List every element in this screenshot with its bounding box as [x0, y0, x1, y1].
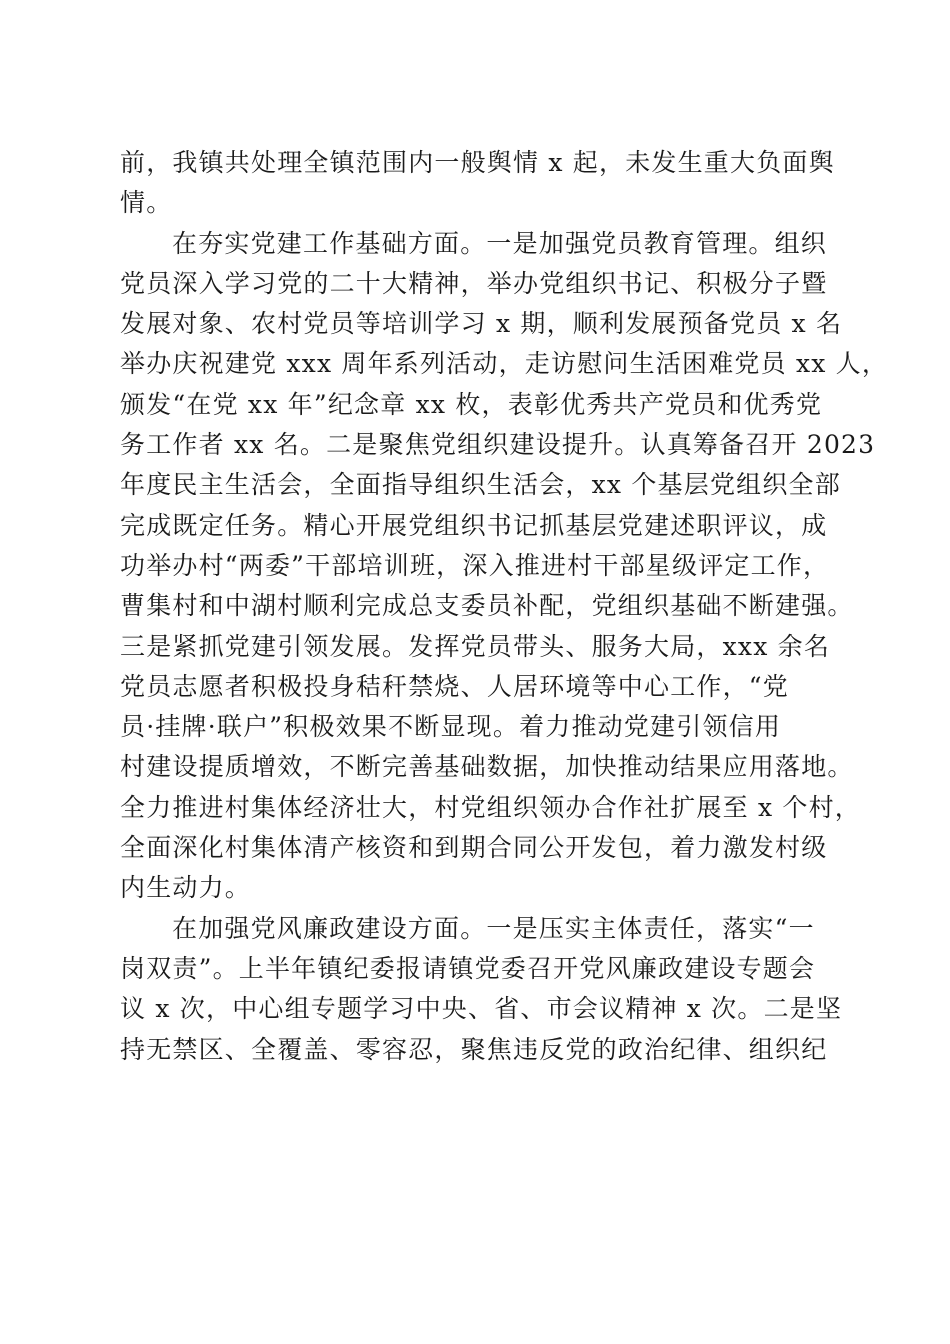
- text-line: 曹集村和中湖村顺利完成总支委员补配，党组织基础不断建强。: [120, 591, 854, 621]
- text-line: 前，我镇共处理全镇范围内一般舆情 x 起，未发生重大负面舆: [120, 148, 835, 177]
- text-line: 颁发“在党 xx 年”纪念章 xx 枚，表彰优秀共产党员和优秀党: [120, 389, 823, 419]
- text-line: 务工作者 xx 名。二是聚焦党组织建设提升。认真筹备召开 2023: [120, 430, 876, 460]
- text-line: 员·挂牌·联户”积极效果不断显现。着力推动党建引领信用: [120, 712, 782, 742]
- text-line: 全力推进村集体经济壮大，村党组织领办合作社扩展至 x 个村，: [120, 792, 861, 822]
- text-line: 举办庆祝建党 xxx 周年系列活动，走访慰问生活困难党员 xx 人，: [120, 349, 889, 379]
- body-text: [120, 143, 889, 1070]
- text-line: 三是紧抓党建引领发展。发挥党员带头、服务大局，xxx 余名: [120, 631, 831, 661]
- text-line: 功举办村“两委”干部培训班，深入推进村干部星级评定工作，: [120, 550, 830, 580]
- paragraph-start-line: 在加强党风廉政建设方面。一是压实主体责任，落实“一: [172, 913, 815, 943]
- text-line: 完成既定任务。精心开展党组织书记抓基层党建述职评议，成: [120, 510, 828, 540]
- paragraph-start-line: 在夯实党建工作基础方面。一是加强党员教育管理。组织: [172, 228, 828, 258]
- text-line: 情。: [120, 188, 173, 218]
- text-line: 全面深化村集体清产核资和到期合同公开发包，着力激发村级: [120, 833, 828, 863]
- text-line: 村建设提质增效，不断完善基础数据，加快推动结果应用落地。: [120, 752, 854, 782]
- text-line: 议 x 次，中心组专题学习中央、省、市会议精神 x 次。二是坚: [120, 994, 843, 1024]
- text-line: 持无禁区、全覆盖、零容忍，聚焦违反党的政治纪律、组织纪: [120, 1034, 828, 1064]
- text-line: 党员志愿者积极投身秸秆禁烧、人居环境等中心工作，“党: [120, 671, 789, 701]
- text-line: 内生动力。: [120, 873, 252, 903]
- text-line: 党员深入学习党的二十大精神，举办党组织书记、积极分子暨: [120, 268, 828, 298]
- text-line: 年度民主生活会，全面指导组织生活会，xx 个基层党组织全部: [120, 470, 841, 500]
- text-line: 发展对象、农村党员等培训学习 x 期，顺利发展预备党员 x 名: [120, 309, 843, 339]
- text-line: 岗双责”。上半年镇纪委报请镇党委召开党风廉政建设专题会: [120, 953, 816, 983]
